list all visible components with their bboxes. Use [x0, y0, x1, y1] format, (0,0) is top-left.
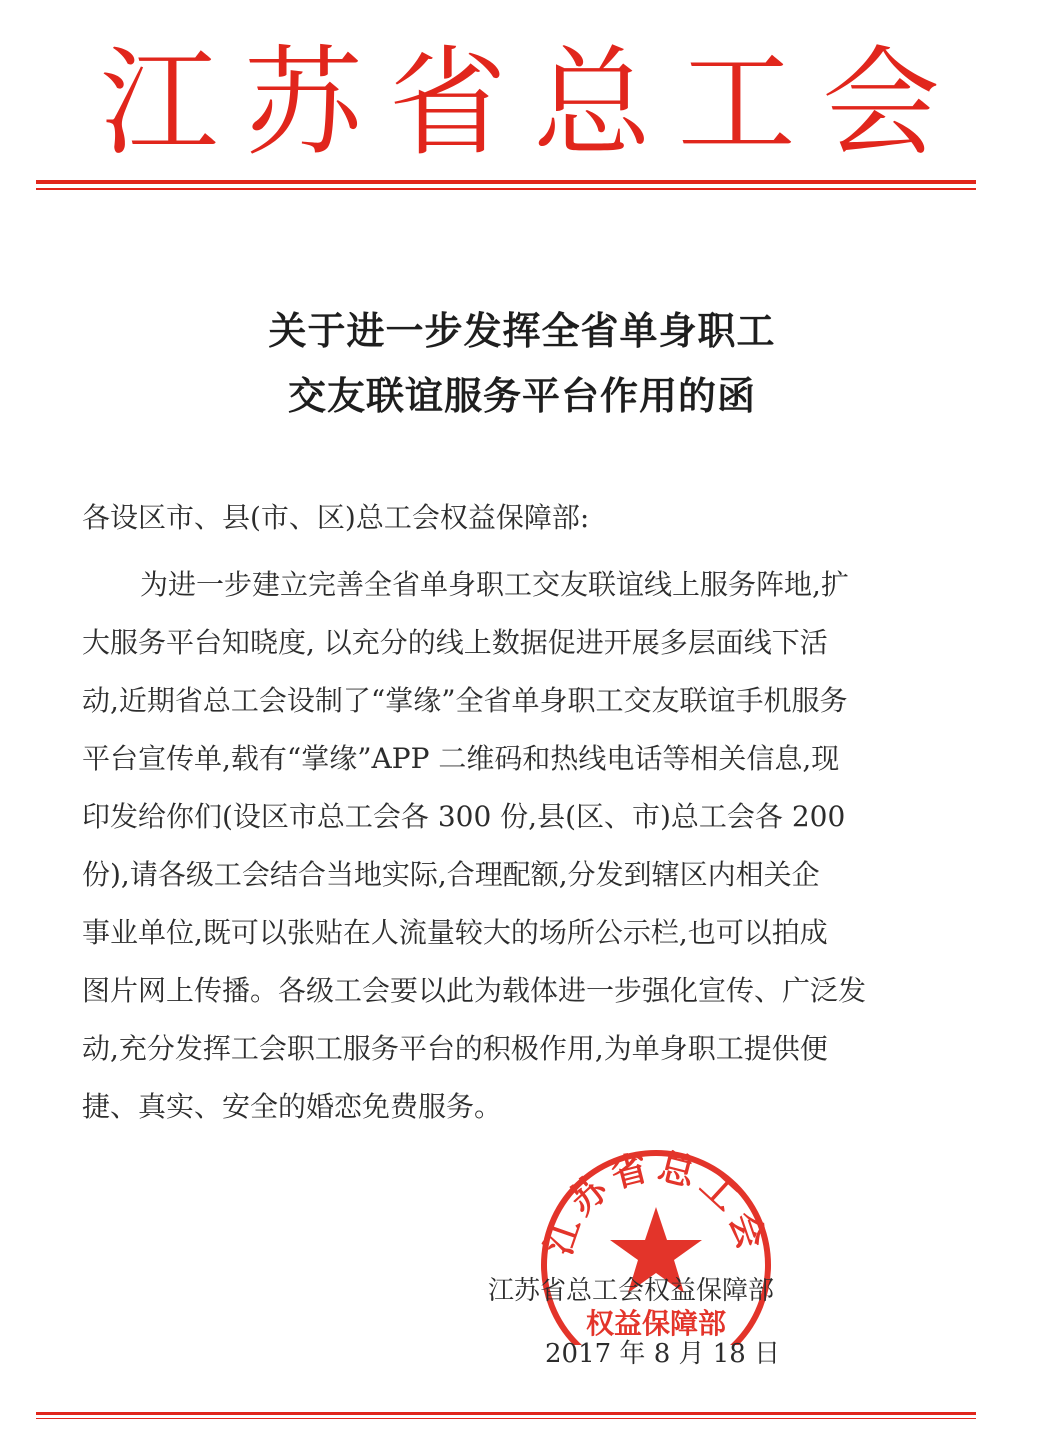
- body-line: 事业单位,既可以张贴在人流量较大的场所公示栏,也可以拍成: [82, 916, 828, 949]
- letterhead-char: 省: [388, 34, 507, 172]
- body-line: 印发给你们(设区市总工会各 300 份,县(区、市)总工会各 200: [82, 800, 846, 833]
- body-line: 捷、真实、安全的婚恋免费服务。: [82, 1090, 503, 1123]
- official-seal: [536, 1145, 776, 1345]
- document-title-line-1: 关于进一步发挥全省单身职工: [268, 308, 776, 353]
- body-line: 动,充分发挥工会职工服务平台的积极作用,为单身职工提供便: [82, 1032, 828, 1065]
- letterhead-char: 苏: [244, 34, 363, 172]
- signing-organization: 江苏省总工会权益保障部: [488, 1276, 775, 1306]
- letterhead-char: 工: [677, 34, 796, 172]
- footer-rule-thin: [36, 1418, 976, 1419]
- seal-bottom-text: 权益保障部: [585, 1307, 727, 1340]
- letterhead: [60, 28, 980, 178]
- salutation: 各设区市、县(市、区)总工会权益保障部:: [82, 501, 590, 534]
- letterhead-rule-thin: [36, 188, 976, 190]
- body-line: 份),请各级工会结合当地实际,合理配额,分发到辖区内相关企: [82, 858, 820, 891]
- body-paragraph: [82, 556, 932, 1136]
- body-line: 动,近期省总工会设制了“掌缘”全省单身职工交友联谊手机服务: [82, 684, 848, 717]
- letterhead-char: 江: [100, 34, 219, 172]
- letterhead-char: 会: [821, 34, 940, 172]
- footer-rule-thick: [36, 1412, 976, 1415]
- letterhead-char: 总: [533, 34, 652, 172]
- body-line: 图片网上传播。各级工会要以此为载体进一步强化宣传、广泛发: [82, 974, 867, 1007]
- signing-date: 2017 年 8 月 18 日: [545, 1339, 781, 1369]
- document-title-line-2: 交友联谊服务平台作用的函: [287, 373, 756, 418]
- body-line: 为进一步建立完善全省单身职工交友联谊线上服务阵地,扩: [140, 568, 849, 601]
- letterhead-rule-thick: [36, 180, 976, 184]
- seal-arc-text: 江苏省总工会: [537, 1145, 775, 1261]
- body-line: 大服务平台知晓度, 以充分的线上数据促进开展多层面线下活: [82, 626, 828, 659]
- body-line: 平台宣传单,载有“掌缘”APP 二维码和热线电话等相关信息,现: [82, 742, 840, 775]
